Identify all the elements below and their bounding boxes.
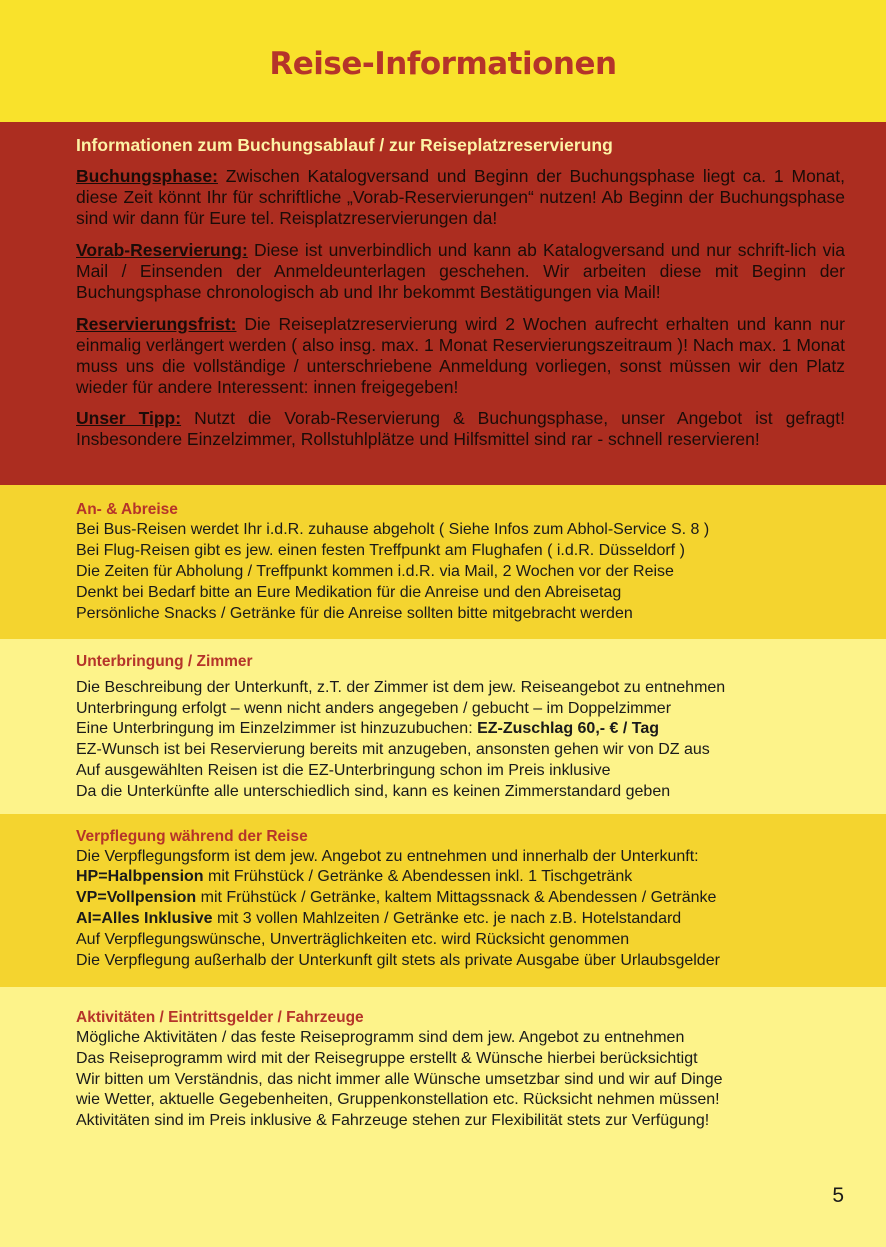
meals-line: Die Verpflegung außerhalb der Unterkunft gilt stets als private Ausgabe über Urlaubsgelder <box>76 952 720 969</box>
meals-line <box>76 868 632 886</box>
meals-line: Auf Verpflegungswünsche, Unverträglichkeiten etc. wird Rücksicht genommen <box>76 931 630 948</box>
pre-reservation-label: Vorab-Reservierung: <box>76 240 248 260</box>
all-inclusive-label: AI=Alles Inklusive <box>76 910 213 927</box>
activities-line: Mögliche Aktivitäten / das feste Reiseprogramm sind dem jew. Angebot zu entnehmen <box>76 1029 685 1046</box>
reservation-deadline-label: Reservierungsfrist: <box>76 314 237 334</box>
reservation-deadline-paragraph <box>76 314 845 398</box>
single-room-surcharge: EZ-Zuschlag 60,- € / Tag <box>477 720 660 737</box>
full-board-label: VP=Vollpension <box>76 889 197 906</box>
page-number: 5 <box>832 1184 844 1207</box>
activities-line: Wir bitten um Verständnis, das nicht immer alle Wünsche umsetzbar sind und wir auf Dinge <box>76 1071 723 1088</box>
travel-line: Die Zeiten für Abholung / Treffpunkt kommen i.d.R. via Mail, 2 Wochen vor der Reise <box>76 563 674 580</box>
travel-line: Bei Bus-Reisen werdet Ihr i.d.R. zuhause abgeholt ( Siehe Infos zum Abhol-Service S. 8 ) <box>76 521 710 538</box>
full-board-text: mit Frühstück / Getränke, kaltem Mittagssnack & Abendessen / Getränke <box>196 889 717 906</box>
booking-phase-paragraph <box>76 166 845 229</box>
lodging-line: Auf ausgewählten Reisen ist die EZ-Unterbringung schon im Preis inklusive <box>76 762 611 779</box>
half-board-label: HP=Halbpension <box>76 868 204 885</box>
meals-line <box>76 910 681 928</box>
reservation-deadline-text: Die Reiseplatzreservierung wird 2 Wochen aufrecht erhalten und kann nur einmalig verlängert werden ( also insg. max. 1 Monat Reservierungszeitraum )! Nach max. 1 Monat muss uns die vollständige / unterschriebene Anmeldung vorliegen, sonst müssen wir den Platz wieder für andere Interessent: innen freigegeben! <box>76 314 845 397</box>
travel-line: Bei Flug-Reisen gibt es jew. einen festen Treffpunkt am Flughafen ( i.d.R. Düsseldorf ) <box>76 542 685 559</box>
tip-label: Unser Tipp: <box>76 408 182 428</box>
tip-paragraph <box>76 408 845 450</box>
booking-info-heading: Informationen zum Buchungsablauf / zur Reiseplatzreservierung <box>76 135 613 155</box>
lodging-heading: Unterbringung / Zimmer <box>76 653 253 670</box>
pre-reservation-paragraph <box>76 240 845 303</box>
travel-heading: An- & Abreise <box>76 501 178 518</box>
booking-phase-text: Zwischen Katalogversand und Beginn der Buchungsphase liegt ca. 1 Monat, diese Zeit könnt Ihr für schriftliche „Vorab-Reservierungen“ nutzen! Ab Beginn der Buchungsphase sind wir dann für Eure tel. Reisplatzreservierungen da! <box>76 166 845 228</box>
activities-line: Das Reiseprogramm wird mit der Reisegruppe erstellt & Wünsche hierbei berücksichtigt <box>76 1050 698 1067</box>
travel-line: Persönliche Snacks / Getränke für die Anreise sollten bitte mitgebracht werden <box>76 605 633 622</box>
activities-line: Aktivitäten sind im Preis inklusive & Fahrzeuge stehen zur Flexibilität stets zur Verfügung! <box>76 1112 710 1129</box>
activities-heading: Aktivitäten / Eintrittsgelder / Fahrzeuge <box>76 1009 364 1026</box>
activities-line: wie Wetter, aktuelle Gegebenheiten, Gruppenkonstellation etc. Rücksicht nehmen müssen! <box>76 1091 720 1108</box>
lodging-line: EZ-Wunsch ist bei Reservierung bereits mit anzugeben, ansonsten gehen wir von DZ aus <box>76 741 710 758</box>
page-title: Reise-Informationen <box>269 46 617 82</box>
meals-line: Die Verpflegungsform ist dem jew. Angebot zu entnehmen und innerhalb der Unterkunft: <box>76 848 699 865</box>
lodging-line: Die Beschreibung der Unterkunft, z.T. der Zimmer ist dem jew. Reiseangebot zu entnehmen <box>76 679 726 696</box>
single-room-text: Eine Unterbringung im Einzelzimmer ist hinzuzubuchen: <box>76 720 478 737</box>
lodging-line <box>76 720 659 738</box>
pre-reservation-text: Diese ist unverbindlich und kann ab Katalogversand und nur schrift-lich via Mail / Einsenden der Anmeldeunterlagen geschehen. Wir arbeiten diese mit Beginn der Buchungsphase chronologisch ab und Ihr bekommt Bestätigungen via Mail! <box>76 240 845 302</box>
travel-line: Denkt bei Bedarf bitte an Eure Medikation für die Anreise und den Abreisetag <box>76 584 622 601</box>
lodging-line: Da die Unterkünfte alle unterschiedlich sind, kann es keinen Zimmerstandard geben <box>76 783 671 800</box>
meals-heading: Verpflegung während der Reise <box>76 828 308 845</box>
all-inclusive-text: mit 3 vollen Mahlzeiten / Getränke etc. je nach z.B. Hotelstandard <box>212 910 682 927</box>
lodging-line: Unterbringung erfolgt – wenn nicht anders angegeben / gebucht – im Doppelzimmer <box>76 700 672 717</box>
meals-line <box>76 889 716 907</box>
tip-text: Nutzt die Vorab-Reservierung & Buchungsphase, unser Angebot ist gefragt! Insbesondere Einzelzimmer, Rollstuhlplätze und Hilfsmittel sind rar - schnell reservieren! <box>76 408 845 449</box>
half-board-text: mit Frühstück / Getränke & Abendessen inkl. 1 Tischgetränk <box>203 868 633 885</box>
booking-phase-label: Buchungsphase: <box>76 166 218 186</box>
